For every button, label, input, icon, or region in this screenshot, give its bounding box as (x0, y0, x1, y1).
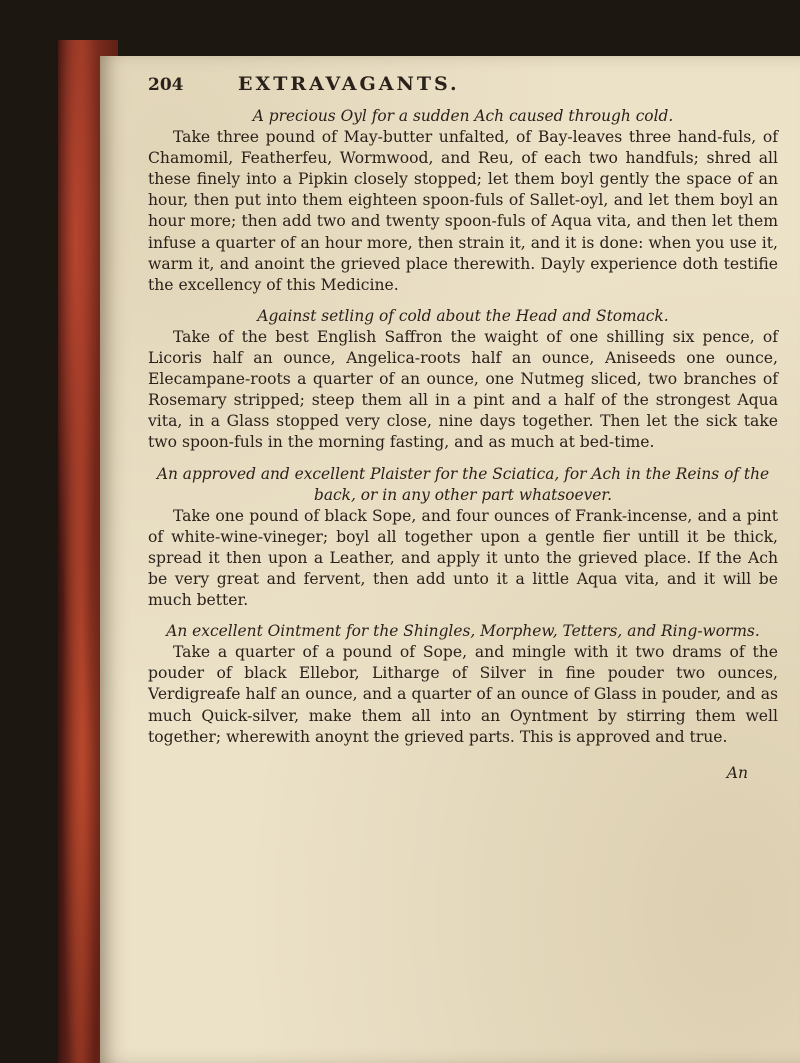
page-number: 204 (148, 75, 184, 95)
recipe-title: Against setling of cold about the Head and Stomack. (257, 306, 669, 325)
recipe-body: Take of the best English Saffron the waight of one shilling six pence, of Licoris half an ounce, Angelica-roots half an ounce, Aniseeds one ounce, Elecampane-roots a quarter of an ounce, one Nutmeg sliced, two branches of Rosemary stripped; steep them all in a pint and a half of the strongest Aqua vita, in a Glass stopped very close, nine days together. Then let the sick take two spoon-fuls in the morning fasting, and as much at bed-time. (148, 327, 778, 452)
recipe-title: An excellent Ointment for the Shingles, Morphew, Tetters, and Ring-worms. (166, 622, 760, 641)
recipe-body: Take one pound of black Sope, and four ounces of Frank-incense, and a pint of white-wine-vineger; boyl all together upon a gentle fier untill it be thick, spread it then upon a Leather, and apply it unto the grieved place. If the Ach be very great and fervent, then add unto it a little Aqua vita, and it will be much better. (148, 506, 778, 610)
catchword: An (726, 764, 748, 783)
recipe-title: A precious Oyl for a sudden Ach caused through cold. (252, 107, 674, 125)
recipe-body: Take a quarter of a pound of Sope, and mingle with it two drams of the pouder of black Ellebor, Litharge of Silver in fine pouder two ounces, Verdigreafe half an ounce, and a quarter of an ounce of Glass in pouder, and as much Quick-silver, make them all into an Oyntment by stirring them well together; wherewith anoynt the grieved parts. This is approved and true. (148, 643, 778, 746)
recipe-title: An approved and excellent Plaister for the Sciatica, for Ach in the Reins of the back, or in any other part whatsoever. (156, 464, 770, 504)
page-text (148, 74, 778, 800)
running-head: EXTRAVAGANTS. (238, 73, 460, 95)
page-header (148, 74, 778, 104)
recipe-body: Take three pound of May-butter unfalted, of Bay-leaves three hand-fuls, of Chamomil, Featherfeu, Wormwood, and Reu, of each two handfuls; shred all these finely into a Pipkin closely stopped; let them boyl gently the space of an hour, then put into them eighteen spoon-fuls of Sallet-oyl, and let them boyl an hour more; then add two and twenty spoon-fuls of Aqua vita, and then let them infuse a quarter of an hour more, then strain it, and it is done: when you use it, warm it, and anoint the grieved place therewith. Dayly experience doth testifie the excellency of this Medicine. (148, 128, 778, 294)
